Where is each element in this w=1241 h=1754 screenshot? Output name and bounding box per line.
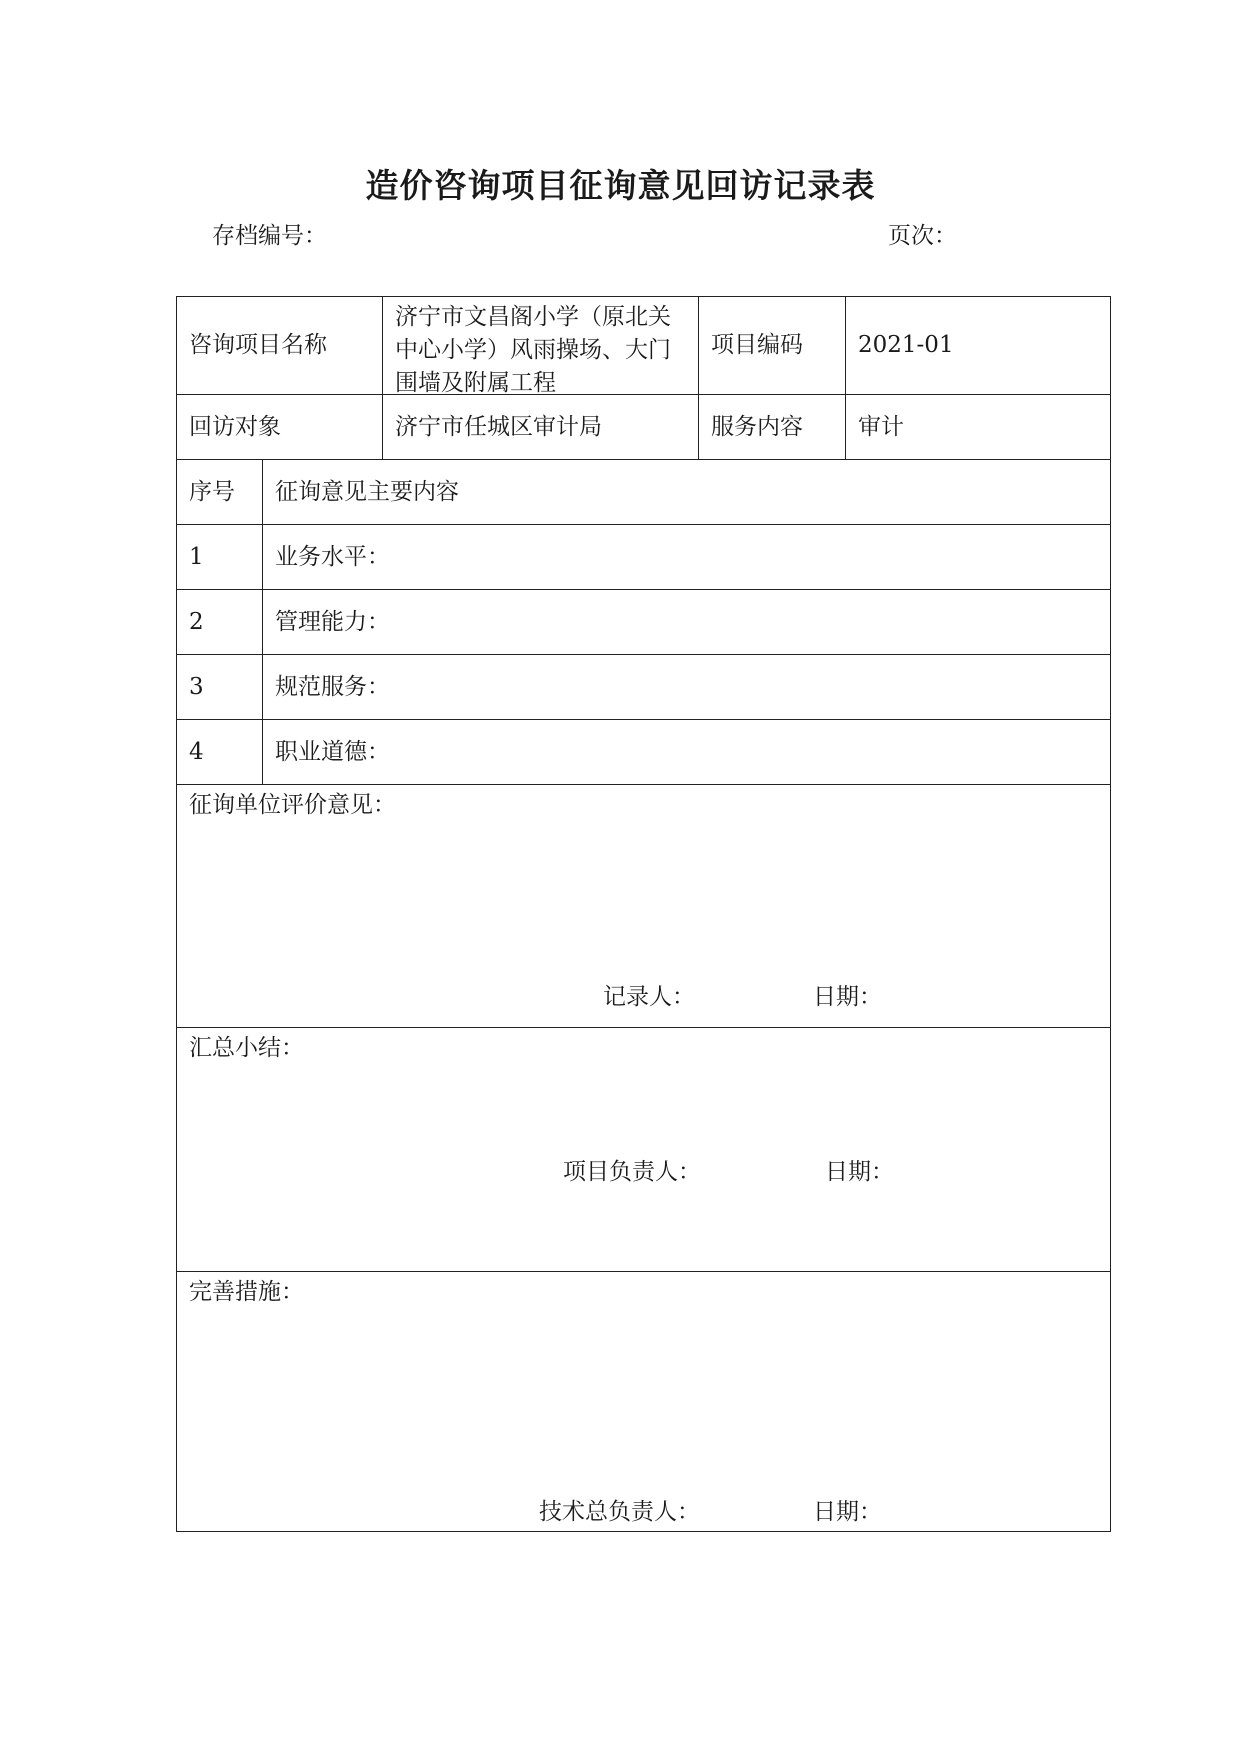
evaluation-date-label: 日期： — [813, 984, 882, 1010]
seq-header: 序号 — [177, 460, 263, 525]
summary-section — [177, 1028, 1111, 1272]
opinion-seq: 4 — [177, 720, 263, 785]
opinion-item: 管理能力： — [263, 590, 1111, 655]
opinion-seq: 2 — [177, 590, 263, 655]
opinion-item: 职业道德： — [263, 720, 1111, 785]
record-form-table — [176, 296, 1111, 1532]
project-code-label: 项目编码 — [699, 297, 846, 395]
service-content-label: 服务内容 — [699, 395, 846, 460]
service-content-value: 审计 — [846, 395, 1111, 460]
opinion-item: 业务水平： — [263, 525, 1111, 590]
form-title: 造价咨询项目征询意见回访记录表 — [365, 166, 876, 205]
summary-label: 汇总小结： — [189, 1035, 304, 1061]
project-name-value: 济宁市文昌阁小学（原北关中心小学）风雨操场、大门围墙及附属工程 — [383, 297, 699, 395]
visit-target-label: 回访对象 — [177, 395, 383, 460]
opinion-seq: 1 — [177, 525, 263, 590]
improvement-label: 完善措施： — [189, 1279, 304, 1305]
opinion-item: 规范服务： — [263, 655, 1111, 720]
improvement-section — [177, 1272, 1111, 1531]
project-leader-label: 项目负责人： — [563, 1159, 701, 1185]
content-header: 征询意见主要内容 — [263, 460, 1111, 525]
summary-date-label: 日期： — [825, 1159, 894, 1185]
evaluation-section — [177, 785, 1111, 1028]
tech-leader-label: 技术总负责人： — [539, 1499, 700, 1525]
visit-target-value: 济宁市任城区审计局 — [383, 395, 699, 460]
recorder-label: 记录人： — [603, 984, 695, 1010]
improvement-date-label: 日期： — [813, 1499, 882, 1525]
project-code-value: 2021-01 — [846, 297, 1111, 395]
archive-number-label: 存档编号： — [212, 223, 327, 249]
project-name-label: 咨询项目名称 — [177, 297, 383, 395]
evaluation-label: 征询单位评价意见： — [189, 792, 396, 818]
opinion-seq: 3 — [177, 655, 263, 720]
page-number-label: 页次： — [888, 223, 957, 249]
